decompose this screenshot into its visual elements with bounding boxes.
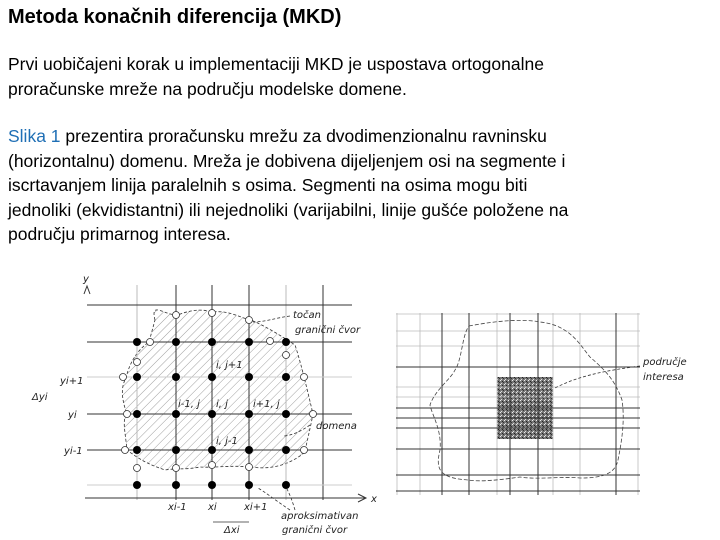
y-tick-label: yi+1 xyxy=(60,376,84,387)
x-axis-label: x xyxy=(371,494,377,505)
node-label: i+1, j xyxy=(253,399,280,410)
text-line: proračunske mreže na području modelske domene. xyxy=(8,78,407,99)
node-label: i, j xyxy=(216,399,228,410)
interest-area-label: interesa xyxy=(643,372,684,383)
y-tick-label: yi-1 xyxy=(64,446,83,457)
dy-label: Δyi xyxy=(32,392,48,403)
interest-area-label: područje xyxy=(643,357,687,368)
figure-right-grid xyxy=(396,313,687,495)
text-span: prezentira proračunsku mrežu za dvodimenzionalnu ravninsku xyxy=(60,126,547,146)
node-label: i, j+1 xyxy=(216,360,243,371)
text-line: (horizontalnu) domenu. Mreža je dobivena dijeljenjem osi na segmente i xyxy=(8,150,566,171)
exact-node-label: granični čvor xyxy=(295,325,361,336)
x-tick-label: xi-1 xyxy=(168,502,187,513)
approx-node-label: granični čvor xyxy=(282,525,348,536)
dx-label: Δxi xyxy=(224,525,240,536)
text-line: jednoliki (ekvidistantni) ili nejednoliki (varijabilni, linije gušće položene na xyxy=(8,199,569,220)
y-axis-label: y xyxy=(83,274,89,285)
text-line: području primarnog interesa. xyxy=(8,224,231,244)
approx-node-label: aproksimativan xyxy=(281,511,359,522)
x-tick-label: xi xyxy=(208,502,217,513)
exact-node-label: točan xyxy=(293,310,322,321)
page-title: Metoda konačnih diferencija (MKD) xyxy=(8,6,342,28)
node-label: i-1, j xyxy=(178,399,200,410)
text-line: Prvi uobičajeni korak u implementaciji MKD je uspostava ortogonalne xyxy=(8,54,544,74)
y-tick-label: yi xyxy=(68,410,77,421)
x-tick-label: xi+1 xyxy=(244,502,268,513)
domain-label: domena xyxy=(316,421,357,432)
node-label: i, j-1 xyxy=(216,436,238,447)
figure-link[interactable]: Slika 1 xyxy=(8,126,61,146)
text-line: iscrtavanjem linija paralelnih s osima. Segmenti na osima mogu biti xyxy=(8,175,528,195)
